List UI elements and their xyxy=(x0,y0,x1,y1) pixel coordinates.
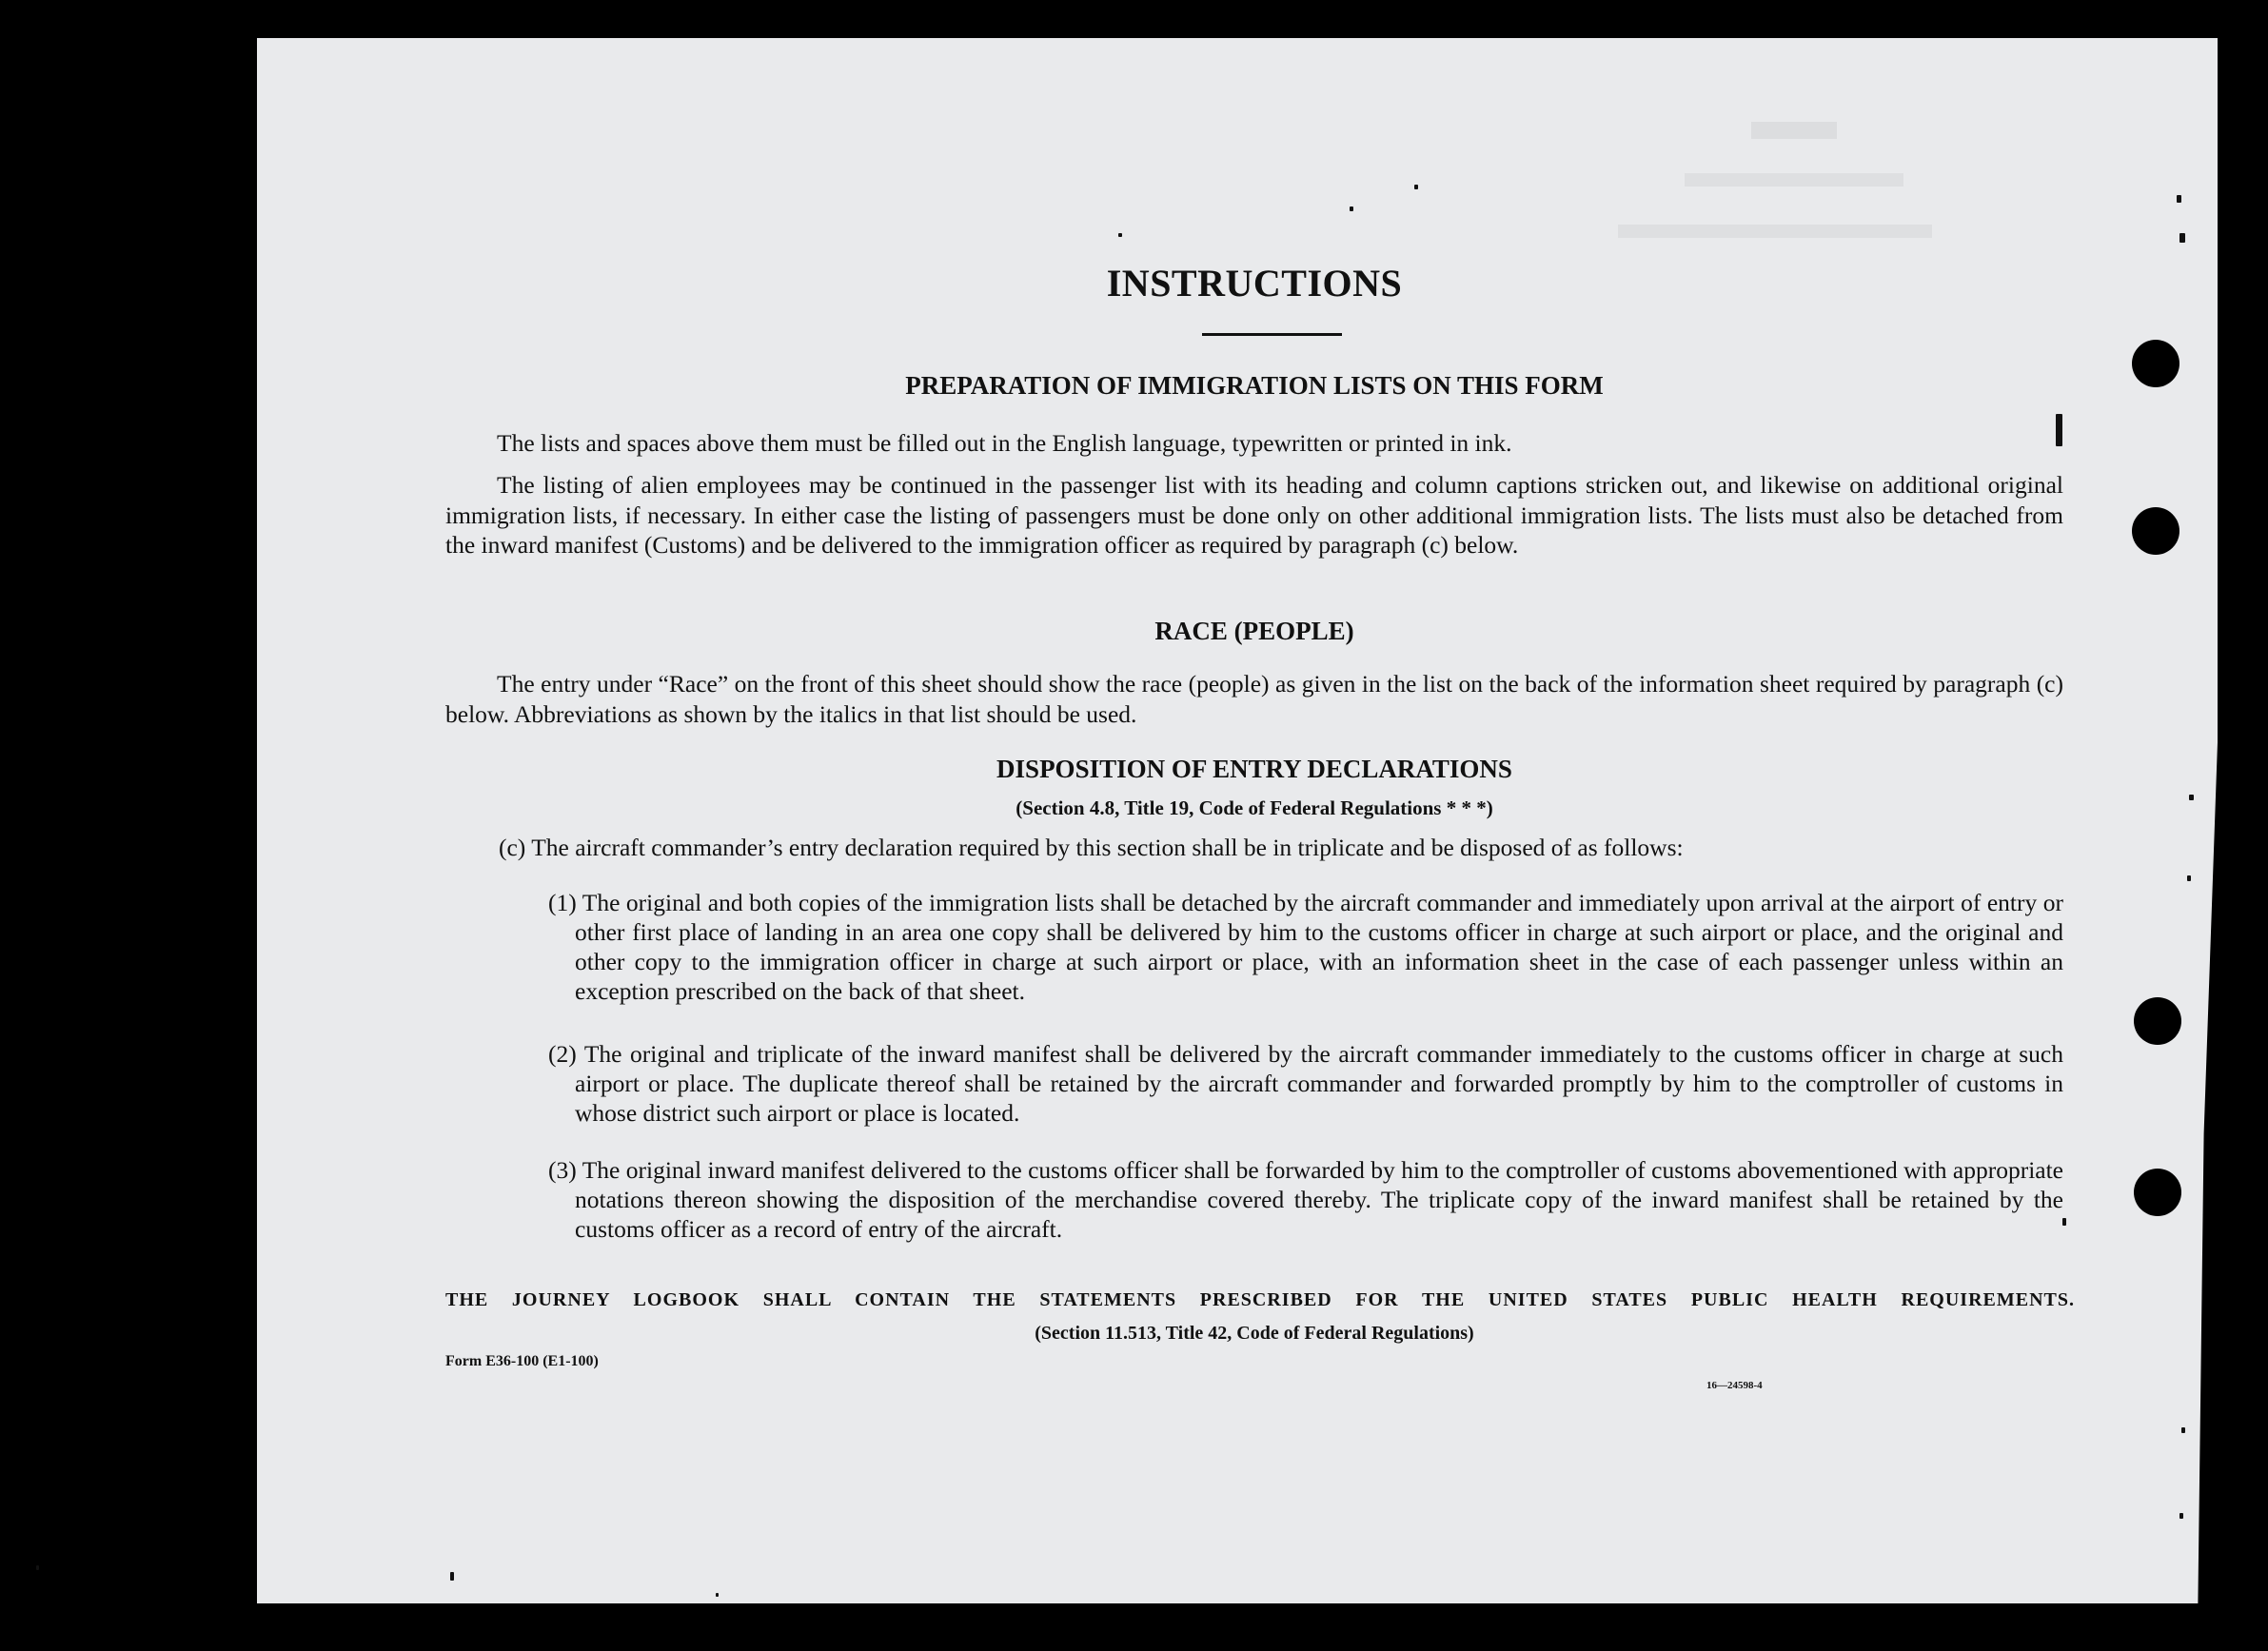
list-item xyxy=(548,1155,2063,1244)
punch-hole xyxy=(2132,507,2179,555)
section-heading-race: RACE (PEOPLE) xyxy=(1154,617,1354,645)
paragraph: The listing of alien employees may be continued in the passenger list with its heading and column captions stricken out, and likewise on additional original immigration lists, if necessary. In either case the listing of passengers must be done only on other additional immigration lists. The lists must also be detached from the inward manifest (Customs) and be delivered to the immigration officer as required by paragraph (c) below. xyxy=(445,471,2063,559)
punch-hole xyxy=(2134,997,2181,1045)
speck xyxy=(2181,1427,2185,1433)
speck xyxy=(1414,185,1418,189)
list-item xyxy=(548,1039,2063,1128)
bleed-through-mark xyxy=(1685,173,1903,187)
list-item-text: (3) The original inward manifest delivered to the customs officer shall be forwarded by him to the comptroller of customs abovementioned with appropriate notations thereon showing the disposition of the merchandise covered thereby. The triplicate copy of the inward manifest shall be retained by the customs officer as a record of entry of the aircraft. xyxy=(548,1156,2063,1243)
list-item xyxy=(548,888,2063,1006)
speck xyxy=(2179,1513,2183,1519)
title-underline xyxy=(1202,333,1342,336)
section-heading-preparation: PREPARATION OF IMMIGRATION LISTS ON THIS FORM xyxy=(905,371,1604,400)
speck xyxy=(2177,195,2181,203)
bleed-through-mark xyxy=(1618,225,1932,238)
speck xyxy=(2189,795,2194,800)
page-title: INSTRUCTIONS xyxy=(1106,262,1403,305)
speck xyxy=(1118,233,1122,237)
form-number: Form E36-100 (E1-100) xyxy=(445,1353,599,1369)
paragraph: The lists and spaces above them must be filled out in the English language, typewritten or printed in ink. xyxy=(497,429,1512,457)
speck xyxy=(716,1593,719,1597)
list-item-text: (1) The original and both copies of the immigration lists shall be detached by the aircraft commander and immediately upon arrival at the airport of entry or other first place of landing in an area one copy shall be delivered by him to the customs officer in charge at such airport or place, and the original and other copy to the immigration officer in charge at such airport or place, with an information sheet in the case of each passenger unless within an exception prescribed on the back of that sheet. xyxy=(548,889,2063,1005)
list-item-text: (2) The original and triplicate of the inward manifest shall be delivered by the aircraft commander immediately to the customs officer in charge at such airport or place. The duplicate thereof shall be retained by the aircraft commander and forwarded promptly by him to the comptroller of customs in whose district such airport or place is located. xyxy=(548,1040,2063,1127)
speck xyxy=(2179,233,2185,243)
punch-hole xyxy=(2132,340,2179,387)
section-heading-disposition: DISPOSITION OF ENTRY DECLARATIONS xyxy=(996,755,1512,783)
section-reference: (Section 4.8, Title 19, Code of Federal Regulations * * *) xyxy=(1016,796,1493,819)
paragraph: The entry under “Race” on the front of this sheet should show the race (people) as given in the list on the back of the information sheet required by paragraph (c) below. Abbreviations as shown by the italics in that list should be used. xyxy=(445,670,2063,728)
speck xyxy=(1350,206,1353,211)
speck xyxy=(36,1565,39,1570)
journey-statement: THE JOURNEY LOGBOOK SHALL CONTAIN THE STATEMENTS PRESCRIBED FOR THE UNITED STATES PUBLIC HEALTH REQUIREMENTS. xyxy=(445,1289,2075,1310)
punch-hole xyxy=(2134,1169,2181,1216)
journey-reference: (Section 11.513, Title 42, Code of Federal Regulations) xyxy=(1035,1323,1474,1344)
speck xyxy=(2187,875,2191,881)
bleed-through-mark xyxy=(1751,122,1837,139)
speck xyxy=(450,1572,454,1581)
paragraph-c: (c) The aircraft commander’s entry declaration required by this section shall be in triplicate and be disposed of as follows: xyxy=(499,834,1684,861)
print-code: 16—24598-4 xyxy=(1706,1380,1763,1391)
